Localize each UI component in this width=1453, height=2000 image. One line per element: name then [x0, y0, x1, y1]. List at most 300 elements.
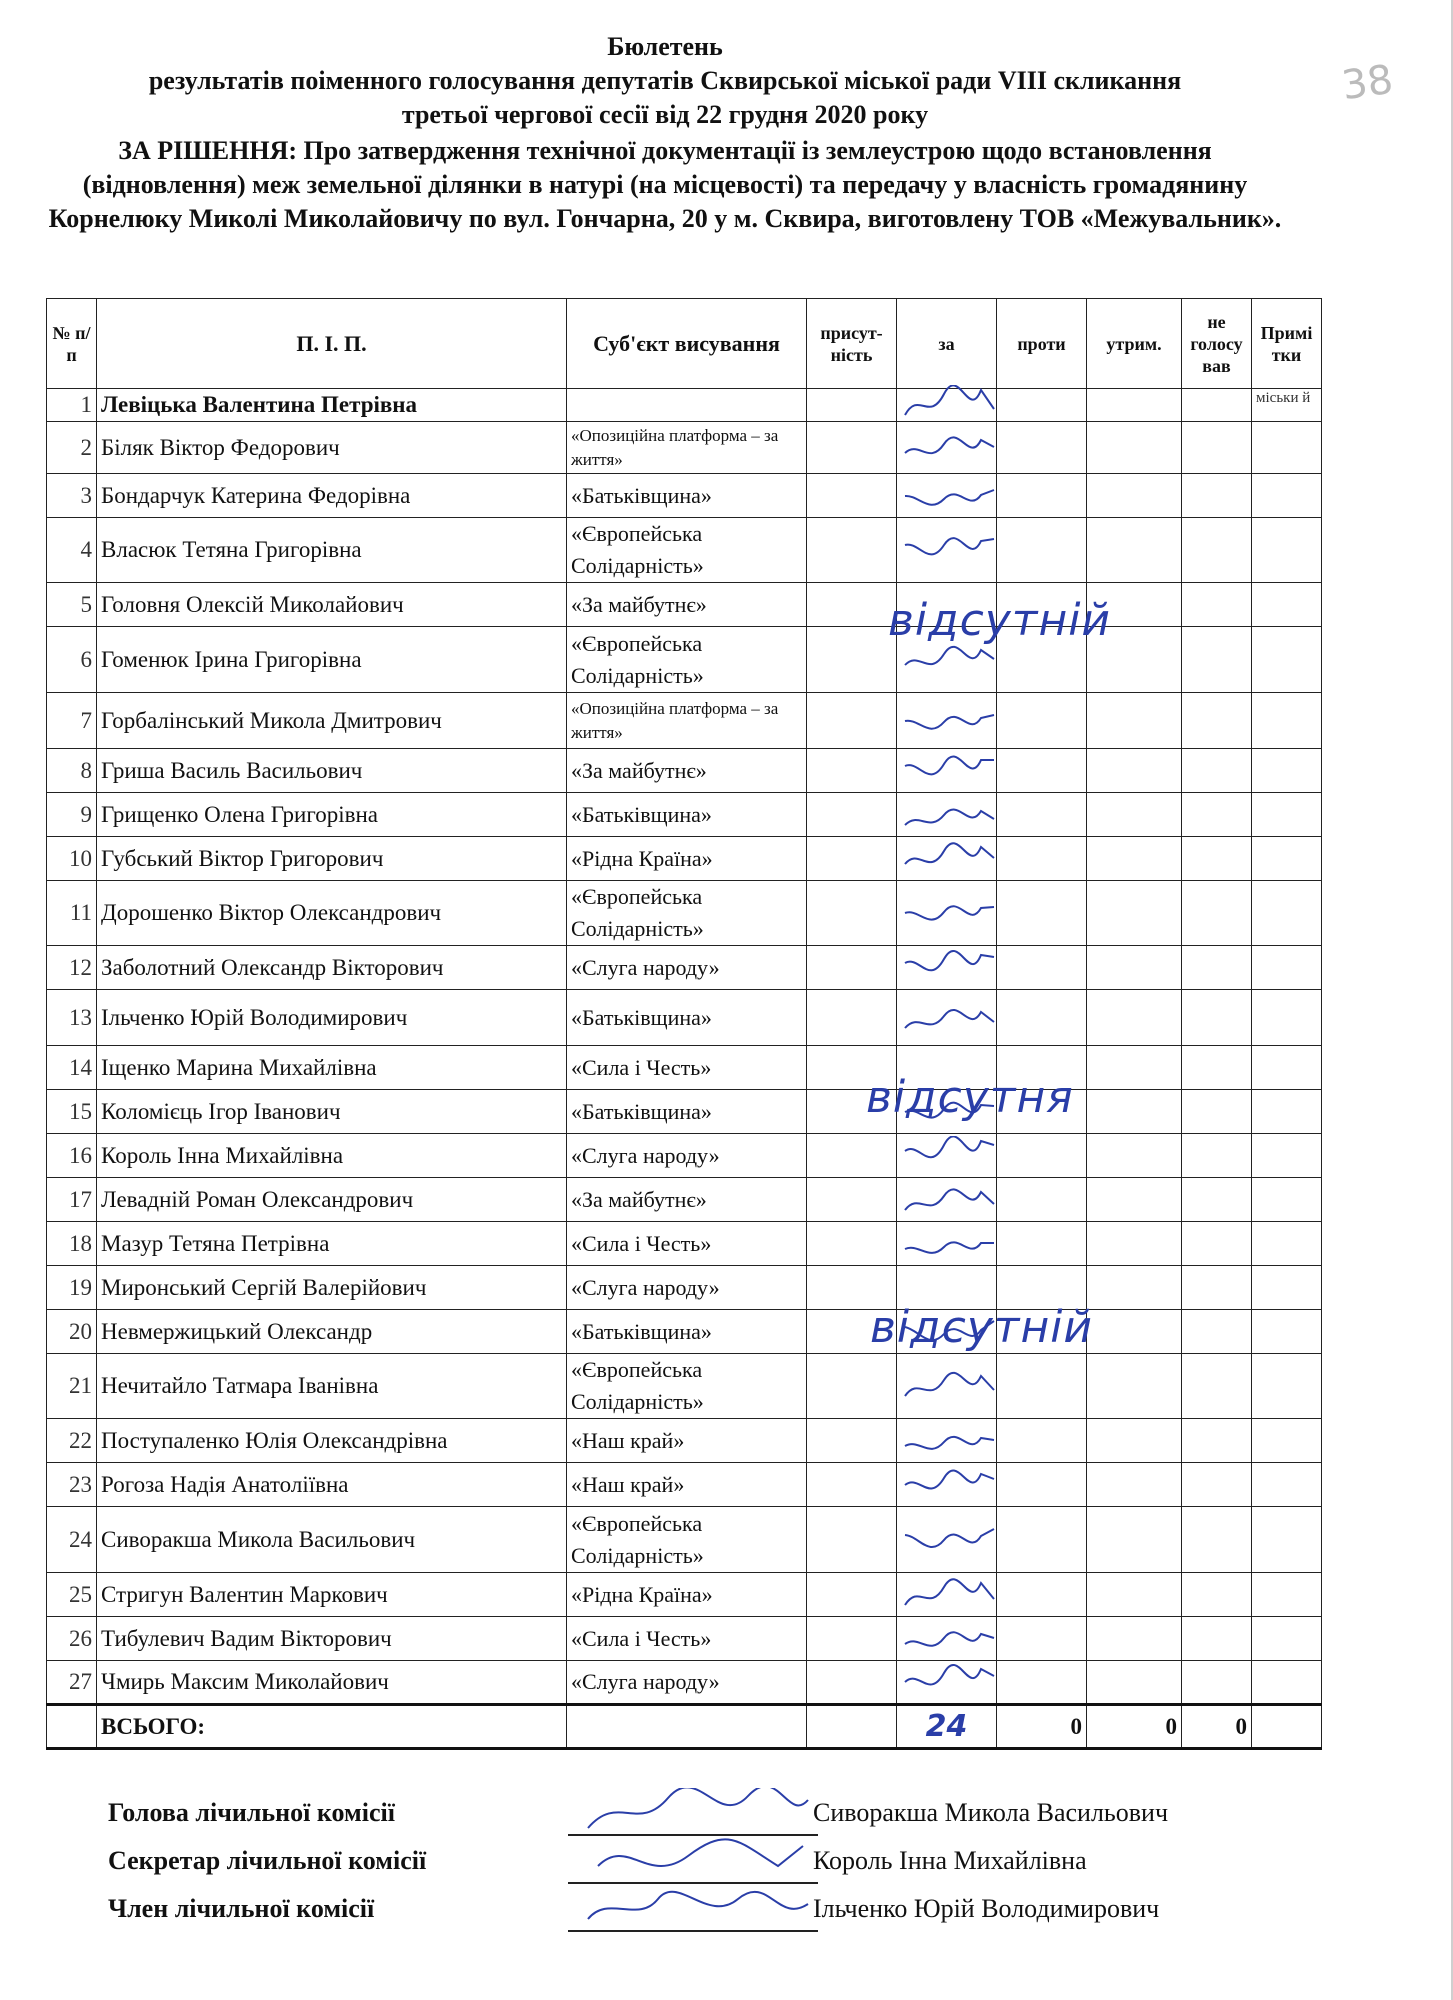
row-for-cell	[897, 518, 997, 583]
vote-signature-scribble	[899, 1366, 999, 1406]
row-num-cell: 14	[47, 1046, 97, 1090]
row-for-cell	[897, 946, 997, 990]
vote-signature-scribble	[899, 751, 999, 791]
row-abstain-cell	[1087, 1178, 1182, 1222]
row-novote-cell	[1182, 1046, 1252, 1090]
row-party-cell: «Батьківщина»	[567, 1310, 807, 1354]
row-against-cell	[997, 1222, 1087, 1266]
row-against-cell	[997, 1617, 1087, 1661]
row-against-cell	[997, 389, 1087, 422]
vote-signature-scribble	[899, 1224, 999, 1264]
row-name-cell: Король Інна Михайлівна	[97, 1134, 567, 1178]
row-num-cell: 23	[47, 1463, 97, 1507]
chair-role: Голова лічильної комісії	[108, 1798, 395, 1827]
row-for-cell	[897, 1573, 997, 1617]
row-for-cell	[897, 749, 997, 793]
row-novote-cell	[1182, 749, 1252, 793]
row-present-cell	[807, 1661, 897, 1705]
row-present-cell	[807, 1222, 897, 1266]
signature-block	[108, 1798, 1358, 1942]
row-novote-cell	[1182, 1661, 1252, 1705]
row-num-cell: 25	[47, 1573, 97, 1617]
row-notes-cell	[1252, 627, 1322, 693]
row-notes-cell	[1252, 1266, 1322, 1310]
row-abstain-cell	[1087, 837, 1182, 881]
table-row	[47, 1266, 1322, 1310]
member-name: Ільченко Юрій Володимирович	[813, 1894, 1160, 1923]
row-notes-cell	[1252, 1354, 1322, 1419]
row-name-cell: Мазур Тетяна Петрівна	[97, 1222, 567, 1266]
row-name-cell: Коломієць Ігор Іванович	[97, 1090, 567, 1134]
row-abstain-cell	[1087, 1573, 1182, 1617]
row-present-cell	[807, 389, 897, 422]
table-row	[47, 518, 1322, 583]
row-for-cell	[897, 1617, 997, 1661]
row-notes-cell	[1252, 1090, 1322, 1134]
row-notes-cell	[1252, 1134, 1322, 1178]
vote-signature-scribble	[899, 1662, 999, 1702]
col-pib: П. І. П.	[97, 299, 567, 389]
row-novote-cell	[1182, 1507, 1252, 1573]
row-name-cell: Іщенко Марина Михайлівна	[97, 1046, 567, 1090]
row-num-cell: 9	[47, 793, 97, 837]
member-signature-row	[108, 1894, 1358, 1942]
row-name-cell: Стригун Валентин Маркович	[97, 1573, 567, 1617]
row-name-cell: Гриша Василь Васильович	[97, 749, 567, 793]
secretary-name: Король Інна Михайлівна	[813, 1846, 1087, 1875]
vote-signature-scribble	[899, 795, 999, 835]
row-novote-cell	[1182, 1178, 1252, 1222]
vote-signature-scribble	[899, 1421, 999, 1461]
row-num-cell: 13	[47, 990, 97, 1046]
row-abstain-cell	[1087, 693, 1182, 749]
row-novote-cell	[1182, 1463, 1252, 1507]
row-party-cell: «Опозиційна платформа – за життя»	[567, 693, 807, 749]
page-number-mark: 38	[1339, 56, 1396, 110]
row-novote-cell	[1182, 1266, 1252, 1310]
row-name-cell: Горбалінський Микола Дмитрович	[97, 693, 567, 749]
row-notes-cell	[1252, 990, 1322, 1046]
vote-signature-scribble	[899, 476, 999, 516]
row-notes-cell	[1252, 881, 1322, 946]
row-against-cell	[997, 1354, 1087, 1419]
vote-signature-scribble	[899, 1575, 999, 1615]
table-row	[47, 837, 1322, 881]
total-novote: 0	[1182, 1705, 1252, 1749]
row-abstain-cell	[1087, 1617, 1182, 1661]
table-row	[47, 881, 1322, 946]
row-notes-cell	[1252, 749, 1322, 793]
row-num-cell: 19	[47, 1266, 97, 1310]
row-novote-cell	[1182, 1134, 1252, 1178]
table-row	[47, 1661, 1322, 1705]
document-title: Бюлетень	[607, 32, 723, 61]
row-notes-cell	[1252, 1617, 1322, 1661]
row-num-cell: 6	[47, 627, 97, 693]
vote-signature-scribble	[899, 385, 999, 425]
row-num-cell: 11	[47, 881, 97, 946]
row-num-cell: 18	[47, 1222, 97, 1266]
total-present-cell	[807, 1705, 897, 1749]
table-row	[47, 1090, 1322, 1134]
table-row	[47, 990, 1322, 1046]
row-notes-cell	[1252, 946, 1322, 990]
document-header	[40, 30, 1290, 236]
row-party-cell: «Сила і Честь»	[567, 1617, 807, 1661]
row-abstain-cell	[1087, 1222, 1182, 1266]
vote-signature-scribble	[899, 1136, 999, 1176]
vote-signature-scribble	[899, 893, 999, 933]
table-row	[47, 1617, 1322, 1661]
row-for-cell	[897, 389, 997, 422]
decision-text: ЗА РІШЕННЯ: Про затвердження технічної документації із землеустрою щодо встановлення (відновлення) меж земельної ділянки в натурі (на місцевості) та передачу у власність громадянину Корнелюку Миколі Миколайовичу по вул. Гончарна, 20 у м. Сквира, виготовлену ТОВ «Межувальник».	[48, 136, 1282, 233]
row-for-cell	[897, 693, 997, 749]
row-novote-cell	[1182, 693, 1252, 749]
row-against-cell	[997, 1463, 1087, 1507]
row-name-cell: Біляк Віктор Федорович	[97, 422, 567, 474]
row-against-cell	[997, 1419, 1087, 1463]
row-against-cell	[997, 1178, 1087, 1222]
row-abstain-cell	[1087, 946, 1182, 990]
row-for-cell	[897, 474, 997, 518]
row-present-cell	[807, 1617, 897, 1661]
col-against: проти	[997, 299, 1087, 389]
document-subtitle: результатів поіменного голосування депутатів Сквирської міської ради VIII скликання	[148, 66, 1182, 95]
chair-name: Сиворакша Микола Васильович	[813, 1798, 1169, 1827]
row-name-cell: Головня Олексій Миколайович	[97, 583, 567, 627]
row-present-cell	[807, 1573, 897, 1617]
row-abstain-cell	[1087, 1046, 1182, 1090]
row-name-cell: Власюк Тетяна Григорівна	[97, 518, 567, 583]
row-num-cell: 5	[47, 583, 97, 627]
member-signature-line	[568, 1930, 818, 1932]
row-novote-cell	[1182, 474, 1252, 518]
table-row	[47, 1463, 1322, 1507]
row-num-cell: 20	[47, 1310, 97, 1354]
row-num-cell: 22	[47, 1419, 97, 1463]
total-abstain: 0	[1087, 1705, 1182, 1749]
row-party-cell: «Наш край»	[567, 1419, 807, 1463]
vote-signature-scribble	[899, 1619, 999, 1659]
absent-mark-row14: відсутня	[866, 1072, 1074, 1123]
row-against-cell	[997, 946, 1087, 990]
row-num-cell: 3	[47, 474, 97, 518]
col-novote: не голосу вав	[1182, 299, 1252, 389]
row-novote-cell	[1182, 990, 1252, 1046]
row-name-cell: Невмержицький Олександр	[97, 1310, 567, 1354]
row-against-cell	[997, 749, 1087, 793]
row-name-cell: Сиворакша Микола Васильович	[97, 1507, 567, 1573]
table-header-row	[47, 299, 1322, 389]
row-abstain-cell	[1087, 793, 1182, 837]
absent-mark-row19: відсутній	[870, 1302, 1094, 1353]
col-present: присут-ність	[807, 299, 897, 389]
row-for-cell	[897, 793, 997, 837]
row-party-cell: «За майбутнє»	[567, 583, 807, 627]
row-against-cell	[997, 793, 1087, 837]
session-date-line: третьої чергової сесії від 22 грудня 2020 року	[401, 100, 929, 129]
vote-signature-scribble	[899, 948, 999, 988]
row-name-cell: Нечитайло Татмара Іванівна	[97, 1354, 567, 1419]
col-notes: Примі тки	[1252, 299, 1322, 389]
row-name-cell: Бондарчук Катерина Федорівна	[97, 474, 567, 518]
row-party-cell	[567, 389, 807, 422]
row-party-cell: «За майбутнє»	[567, 1178, 807, 1222]
row-against-cell	[997, 990, 1087, 1046]
row-num-cell: 24	[47, 1507, 97, 1573]
table-row	[47, 793, 1322, 837]
row-novote-cell	[1182, 793, 1252, 837]
row-notes-cell	[1252, 1222, 1322, 1266]
table-row	[47, 422, 1322, 474]
row-present-cell	[807, 837, 897, 881]
table-row	[47, 1310, 1322, 1354]
table-row	[47, 389, 1322, 422]
row-party-cell: «Слуга народу»	[567, 1134, 807, 1178]
row-name-cell: Гоменюк Ірина Григорівна	[97, 627, 567, 693]
vote-signature-scribble	[899, 428, 999, 468]
row-against-cell	[997, 1573, 1087, 1617]
secretary-signature-scribble	[578, 1836, 818, 1886]
row-name-cell: Дорошенко Віктор Олександрович	[97, 881, 567, 946]
row-against-cell	[997, 1507, 1087, 1573]
table-row	[47, 693, 1322, 749]
row-party-cell: «Сила і Честь»	[567, 1046, 807, 1090]
row-for-cell	[897, 1419, 997, 1463]
row-notes-cell	[1252, 1419, 1322, 1463]
row-for-cell	[897, 1463, 997, 1507]
row-name-cell: Поступаленко Юлія Олександрівна	[97, 1419, 567, 1463]
row-party-cell: «Батьківщина»	[567, 1090, 807, 1134]
table-row	[47, 946, 1322, 990]
row-num-cell: 8	[47, 749, 97, 793]
vote-signature-scribble	[899, 701, 999, 741]
vote-signature-scribble	[899, 1520, 999, 1560]
row-notes-cell	[1252, 693, 1322, 749]
row-abstain-cell	[1087, 1310, 1182, 1354]
row-present-cell	[807, 693, 897, 749]
row-against-cell	[997, 1134, 1087, 1178]
total-party-cell	[567, 1705, 807, 1749]
row-abstain-cell	[1087, 749, 1182, 793]
row-name-cell: Ільченко Юрій Володимирович	[97, 990, 567, 1046]
row-present-cell	[807, 793, 897, 837]
row-novote-cell	[1182, 1573, 1252, 1617]
row-abstain-cell	[1087, 990, 1182, 1046]
row-party-cell: «За майбутнє»	[567, 749, 807, 793]
total-num-cell	[47, 1705, 97, 1749]
row-party-cell: «Європейська Солідарність»	[567, 881, 807, 946]
row-abstain-cell	[1087, 1419, 1182, 1463]
row-abstain-cell	[1087, 389, 1182, 422]
row-against-cell	[997, 518, 1087, 583]
row-for-cell	[897, 1134, 997, 1178]
row-num-cell: 17	[47, 1178, 97, 1222]
vote-signature-scribble	[899, 839, 999, 879]
row-abstain-cell	[1087, 1661, 1182, 1705]
row-novote-cell	[1182, 389, 1252, 422]
row-against-cell	[997, 474, 1087, 518]
row-notes-cell	[1252, 1310, 1322, 1354]
row-abstain-cell	[1087, 1134, 1182, 1178]
row-abstain-cell	[1087, 1354, 1182, 1419]
vote-signature-scribble	[899, 1180, 999, 1220]
row-present-cell	[807, 1354, 897, 1419]
row-name-cell: Тибулевич Вадим Вікторович	[97, 1617, 567, 1661]
row-abstain-cell	[1087, 422, 1182, 474]
row-party-cell: «Європейська Солідарність»	[567, 627, 807, 693]
row-abstain-cell	[1087, 518, 1182, 583]
table-row	[47, 1046, 1322, 1090]
col-abstain: утрим.	[1087, 299, 1182, 389]
row-novote-cell	[1182, 422, 1252, 474]
row-novote-cell	[1182, 837, 1252, 881]
row-abstain-cell	[1087, 881, 1182, 946]
row-party-cell: «Європейська Солідарність»	[567, 1507, 807, 1573]
total-row	[47, 1705, 1322, 1749]
row-against-cell	[997, 693, 1087, 749]
row-num-cell: 4	[47, 518, 97, 583]
row-novote-cell	[1182, 946, 1252, 990]
row-notes-cell	[1252, 837, 1322, 881]
voting-table	[46, 298, 1322, 1750]
vote-signature-scribble	[899, 1465, 999, 1505]
row-for-cell	[897, 990, 997, 1046]
member-role: Член лічильної комісії	[108, 1894, 375, 1923]
row-abstain-cell	[1087, 1507, 1182, 1573]
row-novote-cell	[1182, 1310, 1252, 1354]
row-party-cell: «Рідна Країна»	[567, 1573, 807, 1617]
row-present-cell	[807, 881, 897, 946]
row-present-cell	[807, 474, 897, 518]
row-notes-cell	[1252, 1573, 1322, 1617]
table-row	[47, 1134, 1322, 1178]
row-abstain-cell	[1087, 474, 1182, 518]
row-name-cell: Левадній Роман Олександрович	[97, 1178, 567, 1222]
row-present-cell	[807, 749, 897, 793]
row-for-cell	[897, 1507, 997, 1573]
row-notes-cell	[1252, 1661, 1322, 1705]
row-party-cell: «Опозиційна платформа – за життя»	[567, 422, 807, 474]
row-present-cell	[807, 1178, 897, 1222]
row-party-cell: «Слуга народу»	[567, 1266, 807, 1310]
row-abstain-cell	[1087, 1266, 1182, 1310]
absent-mark-row5: відсутній	[888, 595, 1112, 646]
row-present-cell	[807, 583, 897, 627]
row-against-cell	[997, 837, 1087, 881]
row-notes-cell	[1252, 474, 1322, 518]
row-present-cell	[807, 946, 897, 990]
row-num-cell: 21	[47, 1354, 97, 1419]
row-num-cell: 2	[47, 422, 97, 474]
chair-signature-scribble	[578, 1788, 818, 1838]
row-for-cell	[897, 1661, 997, 1705]
table-row	[47, 1222, 1322, 1266]
row-name-cell: Рогоза Надія Анатоліївна	[97, 1463, 567, 1507]
row-for-cell	[897, 1178, 997, 1222]
row-novote-cell	[1182, 1354, 1252, 1419]
row-novote-cell	[1182, 1090, 1252, 1134]
row-notes-cell	[1252, 1046, 1322, 1090]
row-for-cell	[897, 1222, 997, 1266]
row-num-cell: 15	[47, 1090, 97, 1134]
row-notes-cell	[1252, 1463, 1322, 1507]
row-name-cell: Чмирь Максим Миколайович	[97, 1661, 567, 1705]
table-row	[47, 1178, 1322, 1222]
row-party-cell: «Слуга народу»	[567, 946, 807, 990]
total-against: 0	[997, 1705, 1087, 1749]
table-row	[47, 474, 1322, 518]
table-row	[47, 1419, 1322, 1463]
row-for-cell	[897, 837, 997, 881]
row-notes-cell	[1252, 1507, 1322, 1573]
row-party-cell: «Слуга народу»	[567, 1661, 807, 1705]
total-for: 24	[897, 1705, 997, 1749]
table-row	[47, 583, 1322, 627]
row-present-cell	[807, 1463, 897, 1507]
row-party-cell: «Рідна Країна»	[567, 837, 807, 881]
row-party-cell: «Європейська Солідарність»	[567, 1354, 807, 1419]
row-num-cell: 26	[47, 1617, 97, 1661]
row-against-cell	[997, 1661, 1087, 1705]
row-present-cell	[807, 1507, 897, 1573]
row-present-cell	[807, 518, 897, 583]
table-row	[47, 1573, 1322, 1617]
row-notes-cell	[1252, 1178, 1322, 1222]
row-present-cell	[807, 627, 897, 693]
row-novote-cell	[1182, 627, 1252, 693]
row-against-cell	[997, 422, 1087, 474]
row-present-cell	[807, 1134, 897, 1178]
vote-signature-scribble	[899, 530, 999, 570]
row-abstain-cell	[1087, 1090, 1182, 1134]
total-notes-cell	[1252, 1705, 1322, 1749]
row-notes-cell	[1252, 422, 1322, 474]
row-novote-cell	[1182, 1222, 1252, 1266]
row-against-cell	[997, 881, 1087, 946]
row-present-cell	[807, 1419, 897, 1463]
col-num: № п/п	[47, 299, 97, 389]
row-party-cell: «Батьківщина»	[567, 990, 807, 1046]
row-num-cell: 12	[47, 946, 97, 990]
row-notes-cell: міськи й	[1252, 389, 1322, 422]
row-party-cell: «Сила і Честь»	[567, 1222, 807, 1266]
row-num-cell: 27	[47, 1661, 97, 1705]
table-row	[47, 1507, 1322, 1573]
row-for-cell	[897, 1354, 997, 1419]
row-novote-cell	[1182, 1617, 1252, 1661]
row-name-cell: Грищенко Олена Григорівна	[97, 793, 567, 837]
row-novote-cell	[1182, 583, 1252, 627]
vote-signature-scribble	[899, 998, 999, 1038]
col-party: Суб'єкт висування	[567, 299, 807, 389]
row-name-cell: Заболотний Олександр Вікторович	[97, 946, 567, 990]
row-novote-cell	[1182, 881, 1252, 946]
row-num-cell: 1	[47, 389, 97, 422]
row-num-cell: 16	[47, 1134, 97, 1178]
row-present-cell	[807, 990, 897, 1046]
row-notes-cell	[1252, 518, 1322, 583]
table-row	[47, 749, 1322, 793]
row-party-cell: «Батьківщина»	[567, 793, 807, 837]
row-party-cell: «Європейська Солідарність»	[567, 518, 807, 583]
member-signature-scribble	[578, 1884, 818, 1934]
row-notes-cell	[1252, 583, 1322, 627]
total-label: ВСЬОГО:	[97, 1705, 567, 1749]
row-num-cell: 7	[47, 693, 97, 749]
row-novote-cell	[1182, 518, 1252, 583]
row-num-cell: 10	[47, 837, 97, 881]
